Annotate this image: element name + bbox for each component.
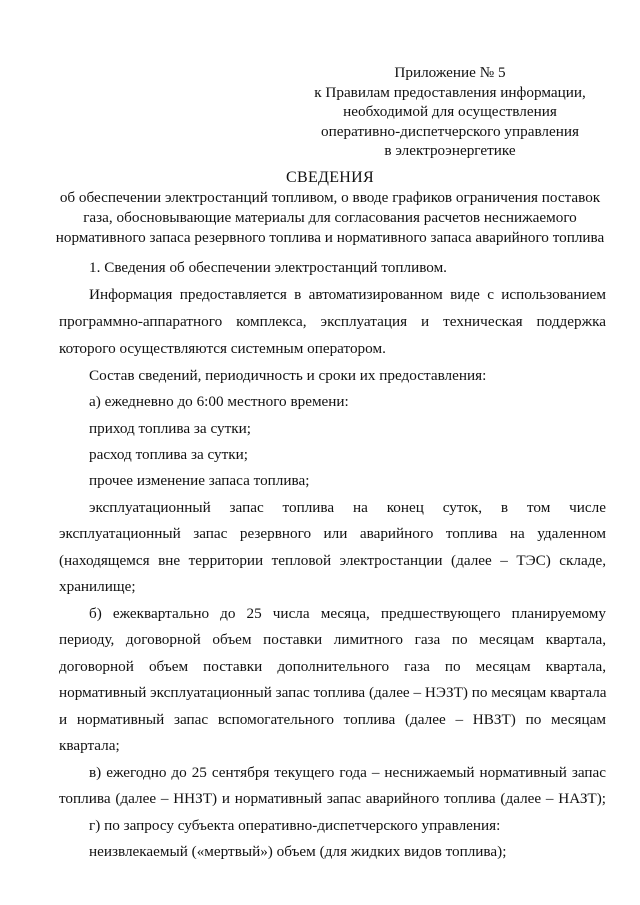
appendix-line: необходимой для осуществления [343,103,557,120]
appendix-number: Приложение № 5 [394,64,506,81]
paragraph-line: топлива (далее – ННЗТ) и нормативный запас аварийного топлива (далее – НАЗТ); [59,790,606,807]
paragraph-line: нормативный эксплуатационный запас топлива (далее – НЭЗТ) по месяцам квартала [59,684,607,701]
paragraph-line: которого осуществляются системным оператором. [59,340,386,357]
paragraph-line: Информация предоставляется в автоматизированном виде с использованием [89,286,606,303]
title-line: газа, обосновывающие материалы для согласования расчетов неснижаемого [83,209,577,226]
appendix-line: к Правилам предоставления информации, [314,83,586,101]
paragraph-line: эксплуатационный запас резервного или аварийного топлива на удаленном [59,525,606,542]
appendix-line: оперативно-диспетчерского управления [321,122,579,140]
paragraph-line: договорной объем поставки дополнительного газа по месяцам квартала, [59,658,606,675]
paragraph-line: эксплуатационный запас топлива на конец суток, в том числе [89,499,606,516]
title-line: нормативного запаса резервного топлива и нормативного запаса аварийного топлива [55,229,605,246]
list-item: приход топлива за сутки; [89,420,251,437]
paragraph-line: квартала; [59,737,120,754]
paragraph-line: б) ежеквартально до 25 числа месяца, предшествующего планируемому [89,605,606,622]
appendix-line: в электроэнергетике [384,142,516,159]
list-item: а) ежедневно до 6:00 местного времени: [89,393,349,410]
paragraph-line: Состав сведений, периодичность и сроки их предоставления: [89,367,487,384]
paragraph-line: периоду, договорной объем поставки лимитного газа по месяцам квартала, [59,631,606,648]
list-item: расход топлива за сутки; [89,446,248,463]
list-item: неизвлекаемый («мертвый») объем (для жидких видов топлива); [89,843,507,860]
paragraph-line: программно-аппаратного комплекса, эксплуатация и техническая поддержка [59,313,606,330]
paragraph-line: в) ежегодно до 25 сентября текущего года – неснижаемый нормативный запас [89,764,606,781]
title-line: об обеспечении электростанций топливом, о вводе графиков ограничения поставок [59,189,601,206]
title-heading: СВЕДЕНИЯ [286,169,374,186]
list-item: г) по запросу субъекта оперативно-диспетчерского управления: [89,817,501,834]
paragraph-line: и нормативный запас вспомогательного топлива (далее – НВЗТ) по месяцам [59,711,606,728]
section-heading: 1. Сведения об обеспечении электростанций топливом. [89,259,447,276]
paragraph-line: (находящемся вне территории тепловой электростанции (далее – ТЭС) складе, [59,552,606,569]
list-item: прочее изменение запаса топлива; [89,472,310,489]
paragraph-line: хранилище; [59,578,136,595]
